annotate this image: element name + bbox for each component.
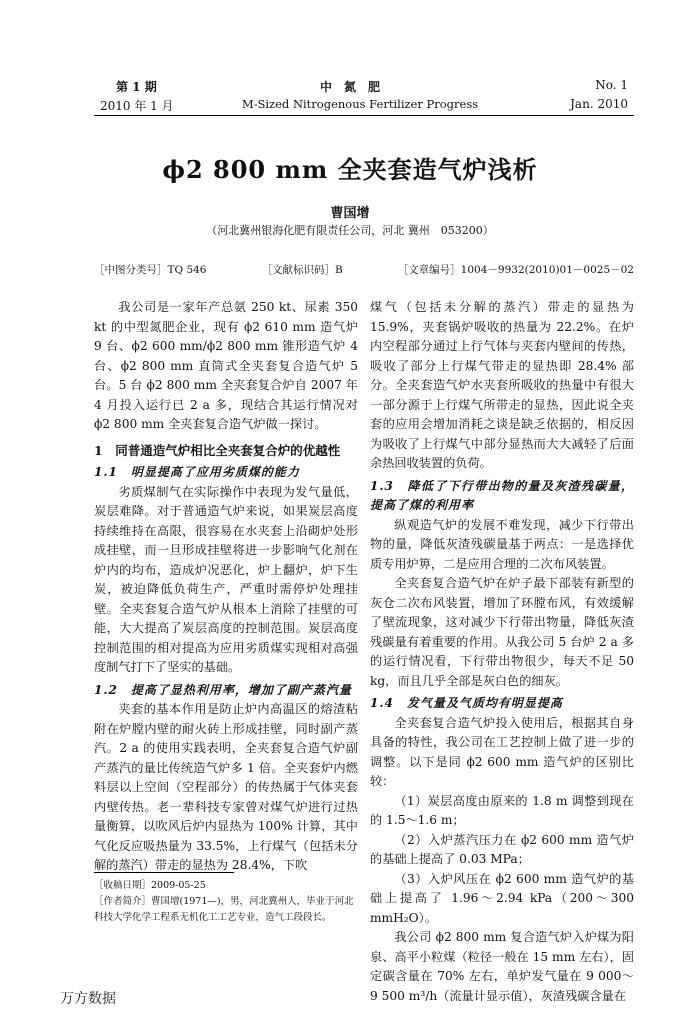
list-item: （2）入炉蒸汽压力在 ϕ2 600 mm 造气炉的基础上提高了 0.03 MPa； [370, 832, 634, 866]
journal-name-cn: 中 氮 肥 [319, 80, 380, 94]
article-number: ［文章编号］1004－9932(2010)01－0025－02 [397, 264, 634, 276]
list-item: （1）炭层高度由原来的 1.8 m 调整到现在的 1.5～1.6 m； [370, 793, 634, 827]
paragraph: 全夹套复合造气炉在炉子最下部装有新型的灰仓二次布风装置，增加了环膛布风，有效缓解了壁流现象，这对减少下行带出物量，降低灰渣残碳量有着重要的作用。从我公司 5 台炉 2 a 多的运行情况看，下行带出物很少，每天不足 50 kg，而且几乎全部是灰白色的细灰。 [370, 576, 634, 688]
doc-code: ［文献标识码］B [261, 264, 343, 276]
paragraph: 全夹套复合造气炉投入使用后，根据其自身具备的特性，我公司在工艺控制上做了进一步的调整。以下是同 ϕ2 600 mm 造气炉的区别比较： [370, 715, 634, 788]
watermark: 万方数据 [60, 991, 116, 1007]
subsection-heading: 1.2 提高了显热利用率，增加了副产蒸汽量 [94, 682, 352, 697]
paragraph: 劣质煤制气在实际操作中表现为发气量低，炭层难降。对于普通造气炉来说，如果炭层高度持续维持在高限，很容易在水夹套上沿砌炉处形成挂壁，而一旦形成挂壁将进一步影响气化剂在炉内的均布，造成炉况恶化，炉上翻炉，炉下生炭，被迫降低负荷生产，严重时需停炉处理挂壁。全夹套复合造气炉从根本上消除了挂壁的可能，大大提高了炭层高度的控制范围。炭层高度控制范围的相对提高为应用劣质煤实现相对高强度制气打下了坚实的基础。 [94, 484, 358, 674]
footnote-rule [94, 872, 234, 873]
intro-paragraph: 我公司是一家年产总氨 250 kt、尿素 350 kt 的中型氮肥企业，现有 ϕ2 610 mm 造气炉 9 台、ϕ2 600 mm/ϕ2 800 mm 锥形造气炉 4 台、ϕ2 800 mm 直筒式全夹套复合造气炉 5 台。5 台 ϕ2 800 mm 全夹套复合炉自 2007 年 4 月投入运行已 2 a 多，现结合其运行情况对 ϕ2 800 mm 全夹套复合造气炉做一探讨。 [94, 300, 358, 431]
paragraph: 煤气（包括未分解的蒸汽）带走的显热为 15.9%，夹套锅炉吸收的热量为 22.2%。在炉内空程部分通过上行气体与夹套内壁间的传热，吸收了部分上行煤气带走的显热即 28.4% 部分。全夹套造气炉水夹套所吸收的热量中有很大一部分源于上行煤气所带走的显热，因此说全夹套的应用会增加消耗之谈是缺乏依据的，相反因为吸收了上行煤气中部分显热而大大减轻了后面余热回收装置的负荷。 [370, 300, 634, 470]
classification-line [94, 262, 634, 277]
author-intro: ［作者简介］曹国增(1971—)，男，河北冀州人，毕业于河北科技大学化学工程系无机化工工艺专业，造气工段段长。 [94, 896, 354, 923]
received-date: ［收稿日期］2009-05-25 [94, 880, 206, 891]
right-column [370, 298, 634, 1006]
subsection-heading: 1.1 明显提高了应用劣质煤的能力 [94, 465, 300, 479]
footnote [94, 878, 358, 926]
section-heading: 1 同普通造气炉相比全夹套复合炉的优越性 [94, 442, 341, 458]
issue-label: 第 1 期 [116, 80, 157, 94]
subsection-heading: 1.3 降低了下行带出物的量及灰渣残碳量，提高了煤的利用率 [370, 478, 634, 512]
paragraph: 夹套的基本作用是防止炉内高温区的熔渣粘附在炉膛内壁的耐火砖上形成挂壁，同时副产蒸汽。2 a 的使用实践表明，全夹套复合造气炉副产蒸汽的量比传统造气炉多 1 倍。全夹套炉内燃料层以上空间（空程部分）的传热属于气体夹套内壁传热。老一辈科技专家曾对煤气炉进行过热量衡算，以吹风后炉内显热为 100% 计算，其中气化反应吸热量为 33.5%，上行煤气（包括未分解的蒸汽）带走的显热为 28.4%，下吹 [94, 702, 358, 872]
journal-name-en: M-Sized Nitrogenous Fertilizer Progress [241, 97, 479, 111]
issue-date-en: Jan. 2010 [570, 97, 628, 111]
article-title: ϕ2 800 mm 全夹套造气炉浅析 [162, 155, 538, 184]
list-item: （3）入炉风压在 ϕ2 600 mm 造气炉的基础上提高了 1.96～2.94 kPa（200～300 mmH₂O）。 [370, 871, 634, 925]
left-column [94, 298, 358, 876]
subsection-heading: 1.4 发气量及气质均有明显提高 [370, 696, 563, 710]
author: 曹国增 [330, 206, 370, 221]
clc-code: ［中图分类号］TQ 546 [94, 264, 207, 276]
paragraph: 我公司 ϕ2 800 mm 复合造气炉入炉煤为阳泉、高平小粒煤（粒径一般在 15 mm 左右），固定碳含量在 70% 左右，单炉发气量在 9 000～9 500 m³/h（流量计显示值），灰渣残碳含量在 [370, 930, 634, 1003]
affiliation: （河北冀州银海化肥有限责任公司，河北 冀州 053200） [206, 224, 494, 237]
paragraph: 纵观造气炉的发展不难发现，减少下行带出物的量，降低灰渣残碳量基于两点：一是选择优质专用炉箅，二是应用合理的二次布风装置。 [370, 517, 634, 571]
header-rule [94, 115, 634, 116]
issue-date-cn: 2010 年 1 月 [100, 99, 174, 113]
issue-number: No. 1 [595, 78, 628, 92]
